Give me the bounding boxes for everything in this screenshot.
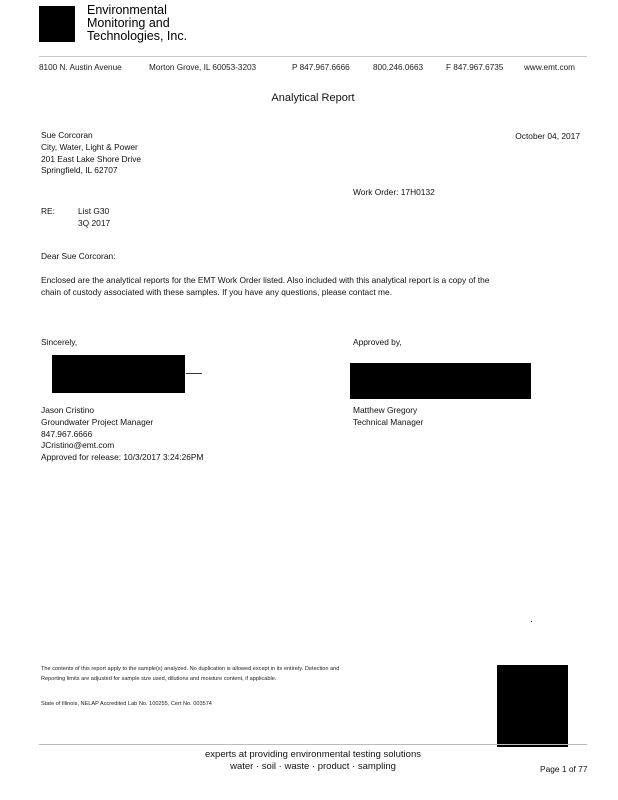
recipient-street: 201 East Lake Shore Drive bbox=[41, 153, 142, 164]
recipient-org: City, Water, Light & Power bbox=[41, 141, 138, 152]
company-logo bbox=[39, 6, 75, 42]
signer-title: Groundwater Project Manager bbox=[41, 416, 154, 427]
re-block bbox=[78, 206, 110, 230]
header-divider bbox=[39, 56, 587, 57]
company-tollfree: 800.246.0663 bbox=[373, 63, 424, 72]
body-line: chain of custody associated with these samples. If you have any questions, please contact me. bbox=[41, 286, 393, 297]
signer-right bbox=[353, 405, 423, 429]
recipient-block bbox=[41, 130, 141, 177]
body-paragraph bbox=[41, 275, 581, 299]
tagline-line: water · soil · waste · product · sampling bbox=[230, 761, 396, 772]
signer-email: JCristino@emt.com bbox=[41, 440, 115, 451]
redacted-seal bbox=[497, 665, 568, 747]
company-address: 8100 N. Austin Avenue bbox=[39, 63, 122, 72]
company-website: www.emt.com bbox=[524, 63, 575, 72]
redacted-signature bbox=[52, 355, 185, 393]
company-name-line: Technologies, Inc. bbox=[87, 29, 188, 43]
company-name-line: Environmental bbox=[87, 3, 167, 17]
signer-name: Matthew Gregory bbox=[353, 405, 418, 415]
scan-speck bbox=[531, 621, 532, 622]
company-city: Morton Grove, IL 60053-3203 bbox=[149, 63, 257, 72]
footer-divider bbox=[39, 744, 587, 745]
re-label: RE: bbox=[41, 206, 55, 216]
recipient-name: Sue Corcoran bbox=[41, 130, 93, 140]
re-line: List G30 bbox=[78, 206, 110, 216]
release-stamp: Approved for release: 10/3/2017 3:24:26PM bbox=[41, 452, 204, 463]
tagline-line: experts at providing environmental testing solutions bbox=[205, 749, 421, 760]
footer-tagline bbox=[0, 749, 618, 773]
signature-stroke bbox=[186, 373, 202, 374]
body-line: Enclosed are the analytical reports for the EMT Work Order listed. Also included with this analytical report is a copy of the bbox=[41, 275, 490, 285]
signer-left bbox=[41, 405, 204, 464]
accreditation: State of Illinois, NELAP Accredited Lab No. 100255, Cert No. 003574 bbox=[41, 701, 212, 707]
salutation: Dear Sue Corcoran: bbox=[41, 251, 116, 261]
work-order: Work Order: 17H0132 bbox=[353, 187, 435, 197]
report-date: October 04, 2017 bbox=[515, 131, 580, 141]
signer-name: Jason Cristino bbox=[41, 405, 95, 415]
recipient-city: Springfield, IL 62707 bbox=[41, 165, 118, 176]
redacted-signature bbox=[350, 363, 531, 399]
company-phone: P 847.967.6666 bbox=[292, 63, 350, 72]
signoff-right: Approved by, bbox=[353, 337, 402, 347]
report-title: Analytical Report bbox=[271, 92, 355, 104]
signer-title: Technical Manager bbox=[353, 416, 424, 427]
company-name bbox=[87, 4, 187, 43]
disclaimer bbox=[41, 665, 339, 684]
signoff-left: Sincerely, bbox=[41, 337, 78, 347]
signer-phone: 847.967.6666 bbox=[41, 428, 93, 439]
company-fax: F 847.967.6735 bbox=[446, 63, 504, 72]
re-line: 3Q 2017 bbox=[78, 217, 111, 228]
disclaimer-line: The contents of this report apply to the sample(s) analyzed. No duplication is allowed except in its entirety. Detection and bbox=[41, 666, 340, 672]
page-number: Page 1 of 77 bbox=[540, 764, 588, 774]
disclaimer-line: Reporting limits are adjusted for sample size used, dilutions and moisture content, if applicable. bbox=[41, 675, 277, 682]
company-name-line: Monitoring and bbox=[87, 16, 170, 30]
